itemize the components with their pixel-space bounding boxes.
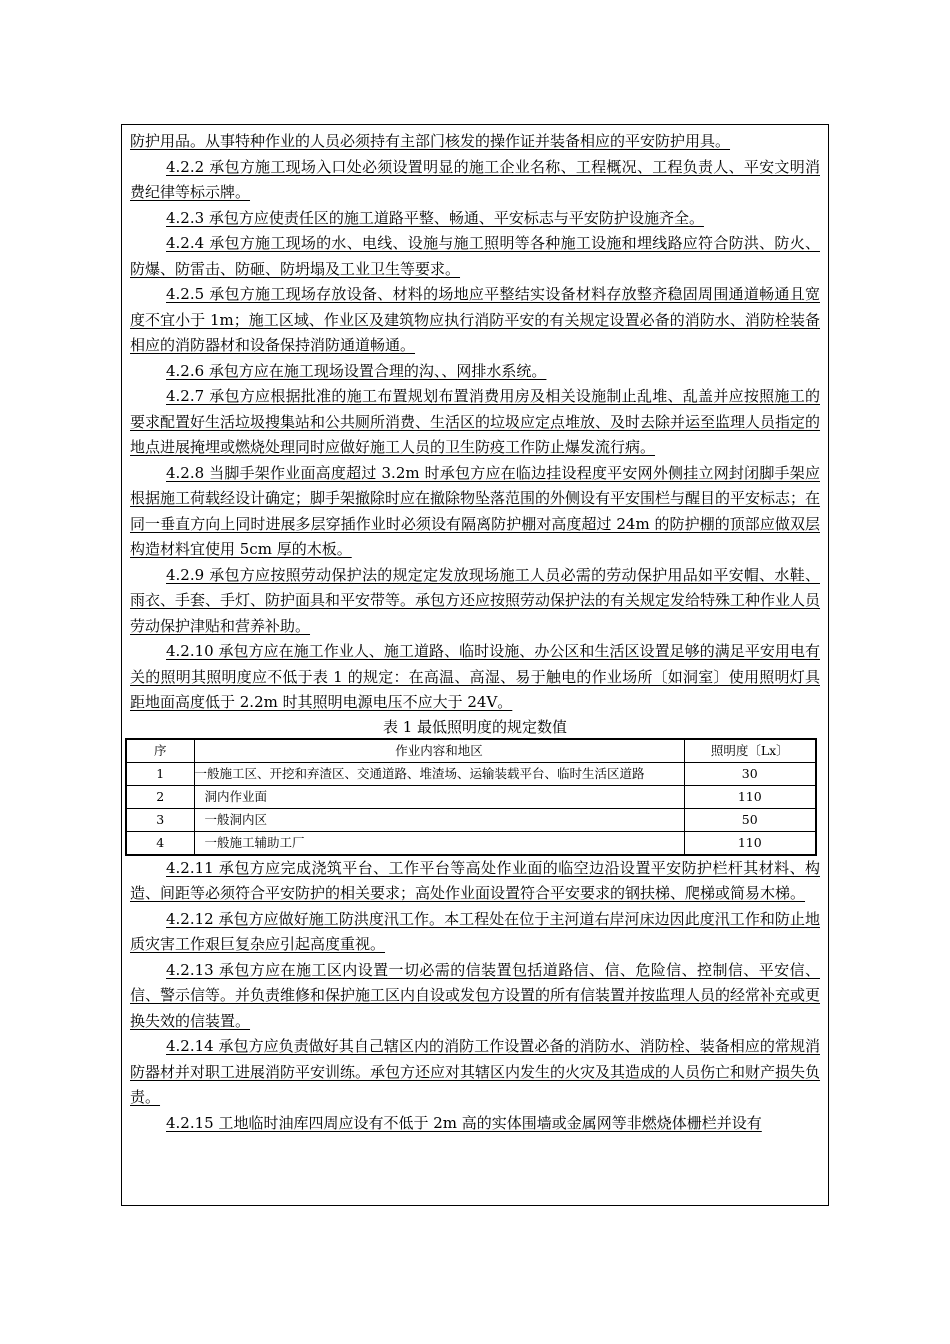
clause-4-2-5: 4.2.5 承包方施工现场存放设备、材料的场地应平整结实设备材料存放整齐稳固周围通道畅通且宽度不宜小于 1m；施工区域、作业区及建筑物应执行消防平安的有关规定设置必备的消防水、消防栓装备相应的消防器材和设备保持消防通道畅通。 [130, 285, 820, 354]
clause-4-2-9: 4.2.9 承包方应按照劳动保护法的规定定发放现场施工人员必需的劳动保护用品如平安帽、水鞋、雨衣、手套、手灯、防护面具和平安带等。承包方还应按照劳动保护法的有关规定发给特殊工种作业人员劳动保护津贴和营养补助。 [130, 565, 821, 635]
table-row [126, 762, 816, 785]
clause-4-2-15: 4.2.15 工地临时油库四周应设有不低于 2m 高的实体围墙或金属网等非燃烧体栅栏并设有 [166, 1113, 762, 1132]
clause-4-2-8: 4.2.8 当脚手架作业面高度超过 3.2m 时承包方应在临边挂设程度平安网外侧挂立网封闭脚手架应根据施工荷载经设计确定；脚手架撤除时应在撤除物坠落范围的外侧设有平安围栏与醒目的平安标志；在同一垂直方向上同时进展多层穿插作业时必须设有隔离防护棚对高度超过 24m 的防护棚的顶部应做双层构造材料宜使用 5cm 厚的木板。 [130, 463, 821, 558]
table-caption: 表 1 最低照明度的规定数值 [382, 717, 568, 736]
table-row [126, 785, 816, 808]
header-lux: 照明度〔Lx〕 [684, 739, 816, 763]
paragraphs-top [130, 129, 820, 716]
clause-4-2-3: 4.2.3 承包方应使责任区的施工道路平整、畅通、平安标志与平安防护设施齐全。 [166, 208, 704, 227]
clause-4-2-7: 4.2.7 承包方应根据批准的施工布置规划布置消费用房及相关设施制止乱堆、乱盖并应按照施工的要求配置好生活垃圾搜集站和公共厕所消费、生活区的垃圾应定点堆放、及时去除并运至监理人员指定的地点进展掩埋或燃烧处理同时应做好施工人员的卫生防疫工作防止爆发流行病。 [130, 387, 821, 456]
clause-4-2-6: 4.2.6 承包方应在施工现场设置合理的沟、、网排水系统。 [166, 361, 547, 380]
cell-area: 一般施工辅助工厂 [194, 831, 684, 855]
cell-lux: 110 [684, 785, 816, 808]
header-area: 作业内容和地区 [194, 739, 684, 763]
clause-4-2-2: 4.2.2 承包方施工现场入口处必须设置明显的施工企业名称、工程概况、工程负责人、平安文明消费纪律等标示牌。 [130, 157, 820, 201]
table-row [126, 808, 816, 831]
clause-4-2-13: 4.2.13 承包方应在施工区内设置一切必需的信装置包括道路信、信、危险信、控制信、平安信、信、警示信等。并负责维修和保护施工区内自设或发包方设置的所有信装置并按监理人员的经常补充或更换失效的信装置。 [130, 960, 821, 1030]
document-frame [121, 124, 829, 1206]
cell-area: 一般洞内区 [194, 808, 684, 831]
cell-area: 一般施工区、开挖和弃渣区、交通道路、堆渣场、运输装载平台、临时生活区道路 [194, 762, 684, 785]
clause-4-2-10: 4.2.10 承包方应在施工作业人、施工道路、临时设施、办公区和生活区设置足够的满足平安用电有关的照明其照明度应不低于表 1 的规定：在高温、高湿、易于触电的作业场所〔如洞室〕使用照明灯具距地面高度低于 2.2m 时其照明电源电压不应大于 24V。 [130, 642, 820, 711]
paragraphs-bottom [130, 856, 820, 1137]
clause-4-2-4: 4.2.4 承包方施工现场的水、电线、设施与施工照明等各种施工设施和埋线路应符合防洪、防火、防爆、防雷击、防砸、防坍塌及工业卫生等要求。 [130, 234, 820, 278]
cell-lux: 50 [684, 808, 816, 831]
table-header-row [126, 739, 816, 763]
clause-4-2-11: 4.2.11 承包方应完成浇筑平台、工作平台等高处作业面的临空边沿设置平安防护栏杆其材料、构造、间距等必须符合平安防护的相关要求；高处作业面设置符合平安要求的钢扶梯、爬梯或简易木梯。 [130, 858, 820, 902]
cell-seq: 2 [126, 785, 194, 808]
illumination-table [125, 738, 817, 856]
cell-seq: 1 [126, 762, 194, 785]
cell-seq: 3 [126, 808, 194, 831]
header-seq: 序 [126, 739, 194, 763]
clause-4-2-1-tail: 防护用品。从事特种作业的人员必须持有主部门核发的操作证并装备相应的平安防护用具。 [130, 132, 731, 150]
cell-lux: 110 [684, 831, 816, 855]
cell-area: 洞内作业面 [194, 785, 684, 808]
document-body [122, 125, 828, 1136]
clause-4-2-12: 4.2.12 承包方应做好施工防洪度汛工作。本工程处在位于主河道右岸河床边因此度汛工作和防止地质灾害工作艰巨复杂应引起高度重视。 [130, 909, 820, 953]
cell-seq: 4 [126, 831, 194, 855]
table-row [126, 831, 816, 855]
cell-lux: 30 [684, 762, 816, 785]
clause-4-2-14: 4.2.14 承包方应负责做好其自己辖区内的消防工作设置必备的消防水、消防栓、装备相应的常规消防器材并对职工进展消防平安训练。承包方还应对其辖区内发生的火灾及其造成的人员伤亡和财产损失负责。 [130, 1037, 821, 1106]
